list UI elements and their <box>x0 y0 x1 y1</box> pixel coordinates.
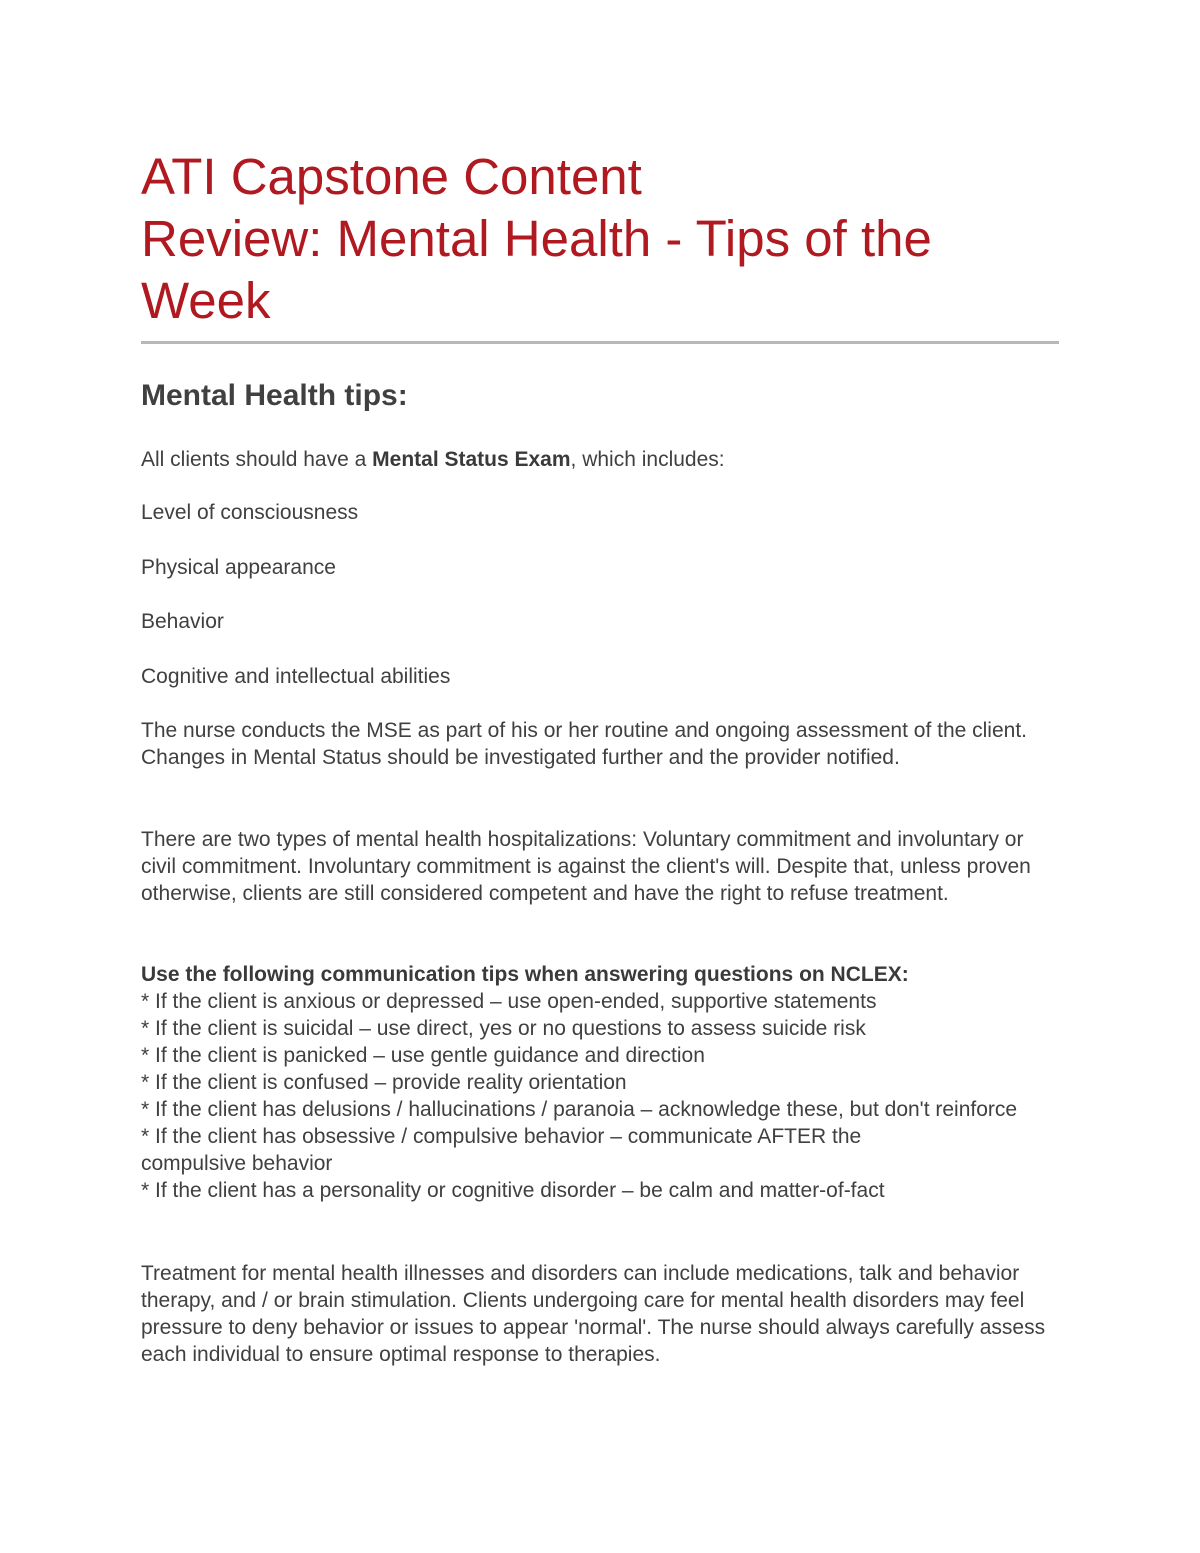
tip-item: * If the client has a personality or cognitive disorder – be calm and matter-of-fact <box>141 1179 885 1202</box>
tip-item: * If the client is confused – provide reality orientation <box>141 1071 627 1094</box>
intro-paragraph <box>141 446 1059 473</box>
mse-item: Level of consciousness <box>141 501 359 524</box>
tip-item: * If the client is panicked – use gentle guidance and direction <box>141 1044 705 1067</box>
mse-paragraph: The nurse conducts the MSE as part of his or her routine and ongoing assessment of the client. Changes in Mental Status should be investigated further and the provider notified. <box>141 719 1027 769</box>
title-line-3: Week <box>141 272 271 329</box>
section-heading: Mental Health tips: <box>141 379 408 412</box>
treatment-paragraph: Treatment for mental health illnesses and disorders can include medications, talk and behavior therapy, and / or brain stimulation. Clients undergoing care for mental health disorders may feel pressure to deny behavior or issues to appear 'normal'. The nurse should always carefully assess each individual to ensure optimal response to therapies. <box>141 1262 1046 1366</box>
intro-text-bold: Mental Status Exam <box>372 448 571 471</box>
tip-item: * If the client is anxious or depressed – use open-ended, supportive statements <box>141 990 877 1013</box>
title-line-1: ATI Capstone Content <box>141 148 642 205</box>
document-title <box>141 146 1059 332</box>
tip-item: * If the client has obsessive / compulsive behavior – communicate AFTER the compulsive behavior <box>141 1125 862 1175</box>
tip-item: * If the client is suicidal – use direct, yes or no questions to assess suicide risk <box>141 1017 866 1040</box>
title-line-2: Review: Mental Health - Tips of the <box>141 210 932 267</box>
title-divider <box>141 341 1059 344</box>
mse-item: Physical appearance <box>141 556 336 579</box>
commitment-paragraph: There are two types of mental health hospitalizations: Voluntary commitment and involuntary or civil commitment. Involuntary commitment is against the client's will. Despite that, unless proven otherwise, clients are still considered competent and have the right to refuse treatment. <box>141 828 1031 905</box>
communication-tips <box>141 961 1059 1204</box>
tip-item: * If the client has delusions / hallucinations / paranoia – acknowledge these, but don't reinforce <box>141 1098 1018 1121</box>
tips-heading: Use the following communication tips when answering questions on NCLEX: <box>141 963 909 986</box>
mse-item: Cognitive and intellectual abilities <box>141 665 451 688</box>
intro-text-after: , which includes: <box>570 448 725 471</box>
mse-item: Behavior <box>141 610 224 633</box>
intro-text-before: All clients should have a <box>141 448 373 471</box>
